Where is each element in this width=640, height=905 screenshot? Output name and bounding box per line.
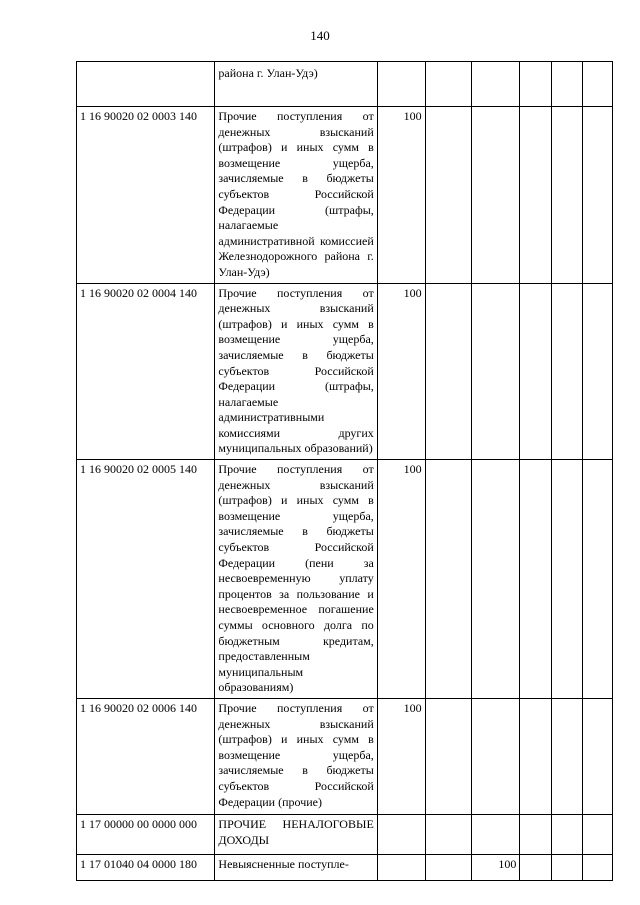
row-value (551, 460, 582, 699)
row-name: Невыясненные поступле- (215, 854, 377, 880)
row-value (472, 107, 520, 284)
row-value: 100 (377, 460, 425, 699)
row-value: 100 (472, 854, 520, 880)
row-value (582, 62, 612, 107)
row-name: района г. Улан-Удэ) (215, 62, 377, 107)
row-value (377, 62, 425, 107)
row-code: 1 17 01040 04 0000 180 (77, 854, 215, 880)
row-value (520, 107, 551, 284)
row-name: Прочие поступления от денежных взысканий (штрафов) и иных сумм в возмещение ущерба, зачисляемые в бюджеты субъектов Российской Федерации (пени за несвоевременную уплату процентов за пользование и несвоевременное погашение суммы основного долга по бюджетным кредитам, предоставленным муниципальным образованиям) (215, 460, 377, 699)
row-value (425, 814, 472, 854)
row-value (520, 854, 551, 880)
row-value (551, 698, 582, 814)
table-row (77, 283, 613, 460)
row-value (472, 62, 520, 107)
row-value (425, 854, 472, 880)
row-code: 1 16 90020 02 0004 140 (77, 283, 215, 460)
row-value (520, 283, 551, 460)
row-code: 1 16 90020 02 0003 140 (77, 107, 215, 284)
row-name: ПРОЧИЕ НЕНАЛОГОВЫЕ ДОХОДЫ (215, 814, 377, 854)
row-value (551, 854, 582, 880)
table-row (77, 460, 613, 699)
row-value (377, 814, 425, 854)
row-value (520, 698, 551, 814)
table-row (77, 814, 613, 854)
row-value (582, 854, 612, 880)
row-value (472, 814, 520, 854)
row-value (582, 283, 612, 460)
row-value (551, 283, 582, 460)
row-value (425, 283, 472, 460)
row-name: Прочие поступления от денежных взысканий (штрафов) и иных сумм в возмещение ущерба, зачисляемые в бюджеты субъектов Российской Федерации (штрафы, налагаемые административной комиссией Железнодорожного района г. Улан-Удэ) (215, 107, 377, 284)
budget-classification-table (76, 61, 613, 881)
table-row (77, 698, 613, 814)
row-name: Прочие поступления от денежных взысканий (штрафов) и иных сумм в возмещение ущерба, зачисляемые в бюджеты субъектов Российской Федерации (прочие) (215, 698, 377, 814)
row-value (472, 698, 520, 814)
row-code (77, 62, 215, 107)
row-code: 1 16 90020 02 0005 140 (77, 460, 215, 699)
row-value (582, 698, 612, 814)
row-value (472, 460, 520, 699)
row-code: 1 17 00000 00 0000 000 (77, 814, 215, 854)
row-value (425, 62, 472, 107)
table-row (77, 854, 613, 880)
row-value (472, 283, 520, 460)
row-value (520, 814, 551, 854)
row-value (520, 460, 551, 699)
row-value (551, 814, 582, 854)
row-value (520, 62, 551, 107)
row-value (582, 107, 612, 284)
row-code: 1 16 90020 02 0006 140 (77, 698, 215, 814)
row-name: Прочие поступления от денежных взысканий (штрафов) и иных сумм в возмещение ущерба, зачисляемые в бюджеты субъектов Российской Федерации (штрафы, налагаемые административными комиссиями других муниципальных образований) (215, 283, 377, 460)
row-value (551, 62, 582, 107)
row-value (425, 698, 472, 814)
table-row (77, 62, 613, 107)
row-value: 100 (377, 283, 425, 460)
row-value: 100 (377, 698, 425, 814)
table-row (77, 107, 613, 284)
row-value (582, 460, 612, 699)
row-value: 100 (377, 107, 425, 284)
page-number: 140 (310, 28, 330, 43)
row-value (582, 814, 612, 854)
row-value (551, 107, 582, 284)
row-value (425, 460, 472, 699)
row-value (377, 854, 425, 880)
row-value (425, 107, 472, 284)
